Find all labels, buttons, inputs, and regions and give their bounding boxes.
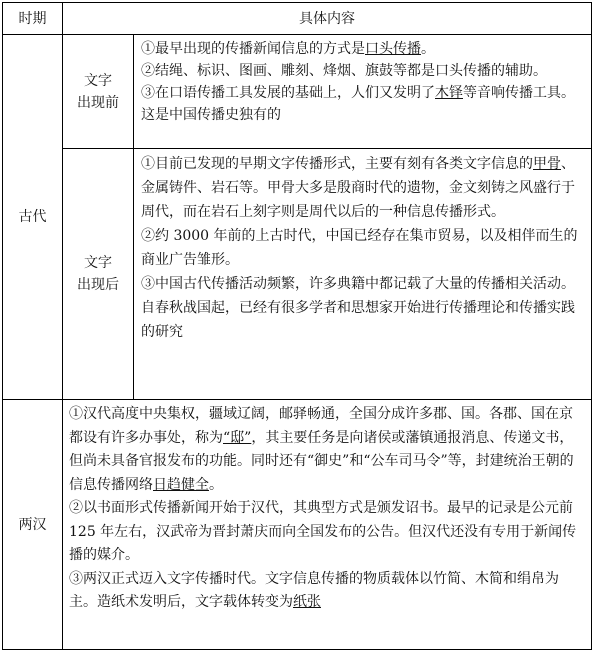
han-item-3 (69, 568, 585, 615)
subperiod-column-divider (133, 34, 134, 400)
text-run: 。 (209, 476, 223, 493)
han-content (69, 403, 585, 615)
underlined-term: 甲骨 (533, 156, 561, 172)
text-run: 等音响传播工具。这是中国传播史独有的 (141, 85, 575, 123)
after-writing-item-3: ③中国古代传播活动频繁，许多典籍中都记载了大量的传播相关活动。自春秋战国起，已经有很多学者和思想家开始进行传播理论和传播实践的研究 (141, 276, 575, 340)
underlined-term: “邸” (223, 429, 252, 446)
table-right-border (591, 2, 592, 650)
ancient-han-divider (2, 399, 592, 400)
before-writing-item-2: ②结绳、标识、图画、雕刻、烽烟、旗鼓等都是口头传播的辅助。 (141, 63, 547, 79)
after-writing-label-line2: 出现后 (77, 277, 119, 293)
header-content: 具体内容 (299, 10, 355, 27)
before-writing-content (141, 38, 585, 126)
text-run: ③两汉正式迈入文字传播时代。文字信息传播的物质载体以竹简、木简和绢帛为主。造纸术发明后，文字载体转变为 (69, 570, 559, 610)
before-writing-label-line1: 文字 (84, 72, 112, 89)
ancient-period-label: 古代 (18, 209, 47, 225)
before-writing-label (63, 35, 133, 148)
before-writing-item-1 (141, 38, 585, 60)
after-writing-label-line1: 文字 (84, 255, 112, 271)
text-run: ，其主要任务是向诸侯或藩镇通报消息、传递文书，但尚未具备官报发布的功能。同时还有“御史”和“公车司马令”等，封建统治王朝的信息传播网络 (69, 429, 574, 493)
after-writing-item-2: ②约 3000 年前的上古时代，中国已经存在集市贸易，以及相伴而生的商业广告雏形。 (141, 228, 578, 268)
before-writing-item-3 (141, 82, 585, 126)
after-writing-label (63, 149, 133, 399)
text-run: 、金属铸件、岩石等。甲骨大多是殷商时代的遗物，金文刻铸之风盛行于周代，而在岩石上刻字则是周代以后的一种信息传播形式。 (141, 156, 575, 220)
after-writing-content (141, 152, 585, 344)
text-run: ①目前已发现的早期文字传播形式，主要有刻有各类文字信息的 (141, 156, 533, 172)
han-period-label: 两汉 (18, 516, 47, 533)
after-writing-item-1 (141, 152, 585, 224)
han-item-2: ②以书面形式传播新闻开始于汉代，其典型方式是颁发诏书。最早的记录是公元前 125 年左右，汉武帝为晋封萧庆而向全国发布的公告。但汉代还没有专用于新闻传播的媒介。 (69, 500, 577, 563)
text-run: ①汉代高度中央集权，疆域辽阔，邮驿畅通，全国分成许多郡、国。各郡、国在京都设有许多办事处，称为 (69, 406, 573, 446)
header-period: 时期 (18, 10, 47, 27)
text-run: ①最早出现的传播新闻信息的方式是 (141, 41, 365, 57)
han-item-1 (69, 403, 585, 497)
underlined-term: 日趋健全 (153, 476, 209, 493)
before-writing-label-line2: 出现前 (77, 94, 119, 111)
table-bottom-border (2, 649, 592, 650)
text-run: ③在口语传播工具发展的基础上，人们又发明了 (141, 85, 435, 101)
text-run: 。 (421, 41, 435, 57)
underlined-term: 口头传播 (365, 41, 421, 57)
ancient-subrow-divider (62, 148, 592, 149)
underlined-term: 木铎 (435, 85, 463, 101)
underlined-term: 纸张 (293, 594, 321, 610)
